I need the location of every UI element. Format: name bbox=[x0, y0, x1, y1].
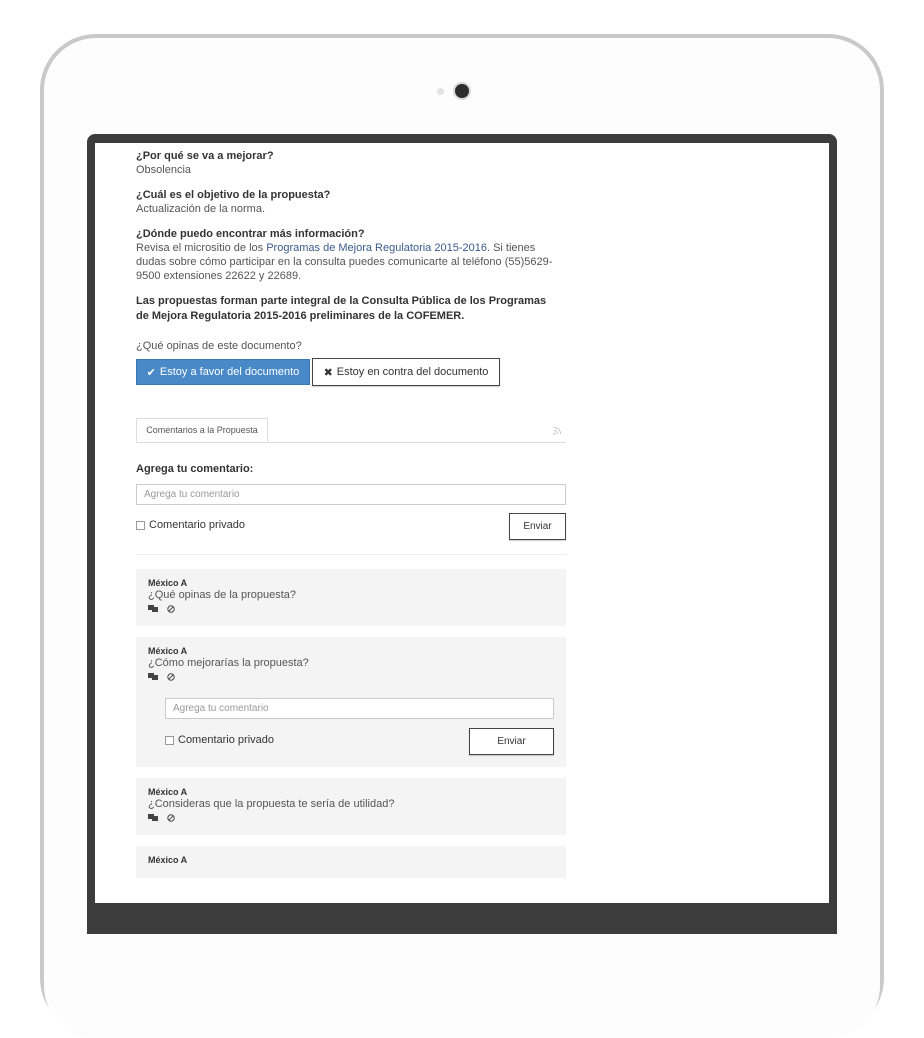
comment-card bbox=[136, 778, 566, 835]
info-question: ¿Dónde puedo encontrar más información? bbox=[136, 228, 365, 240]
rss-icon[interactable] bbox=[553, 426, 562, 435]
screen bbox=[95, 143, 829, 903]
comment-input[interactable]: Agrega tu comentario bbox=[136, 484, 566, 505]
divider bbox=[136, 554, 566, 555]
check-icon: ✔ bbox=[146, 366, 156, 379]
favor-label: Estoy a favor del documento bbox=[159, 366, 300, 378]
info-answer: Obsolencia bbox=[136, 164, 192, 176]
opinion-question: ¿Qué opinas de este documento? bbox=[136, 340, 302, 352]
comment-text: ¿Consideras que la propuesta te sería de utilidad? bbox=[148, 798, 395, 810]
reply-icon[interactable] bbox=[148, 814, 159, 822]
camera-icon bbox=[455, 84, 469, 98]
sensor bbox=[437, 88, 444, 95]
block-icon[interactable] bbox=[167, 605, 175, 613]
info-why bbox=[136, 149, 566, 177]
comment-actions bbox=[148, 813, 554, 823]
comment-text: ¿Qué opinas de la propuesta? bbox=[148, 589, 296, 601]
comment-author: México A bbox=[148, 855, 188, 865]
info-objective bbox=[136, 188, 566, 216]
add-comment-heading: Agrega tu comentario: bbox=[136, 463, 254, 475]
comment-card bbox=[136, 637, 566, 767]
comment-text: ¿Cómo mejorarías la propuesta? bbox=[148, 657, 309, 669]
reply-private-checkbox[interactable] bbox=[165, 734, 274, 746]
vote-buttons bbox=[136, 359, 566, 386]
info-question: ¿Por qué se va a mejorar? bbox=[136, 150, 274, 162]
contra-label: Estoy en contra del documento bbox=[336, 366, 489, 378]
comment-author: México A bbox=[148, 646, 188, 656]
info-question: ¿Cuál es el objetivo de la propuesta? bbox=[136, 189, 331, 201]
comment-tabs bbox=[136, 418, 566, 443]
favor-button[interactable] bbox=[136, 359, 310, 385]
comment-card bbox=[136, 846, 566, 878]
comment-card bbox=[136, 569, 566, 626]
block-icon[interactable] bbox=[167, 814, 175, 822]
private-label: Comentario privado bbox=[149, 519, 245, 531]
reply-input[interactable]: Agrega tu comentario bbox=[165, 698, 554, 719]
reply-form bbox=[165, 698, 554, 755]
info-answer-text: Revisa el micrositio de los bbox=[136, 242, 267, 254]
block-icon[interactable] bbox=[167, 673, 175, 681]
reply-form-actions bbox=[165, 728, 554, 755]
contra-button[interactable] bbox=[312, 358, 500, 386]
comment-form-actions bbox=[136, 513, 566, 540]
programs-link[interactable]: Programas de Mejora Regulatoria 2015-2016 bbox=[266, 242, 487, 254]
info-answer-text: . Si tienes dudas sobre cómo participar en la consulta puedes comunicarte al teléfono (55)5629-9500 extensiones 22622 y 22689. bbox=[136, 242, 553, 282]
notice-text: Las propuestas forman parte integral de la Consulta Pública de los Programas de Mejora Regulatoria 2015-2016 preliminares de la COFEMER. bbox=[136, 295, 547, 322]
proposal-content bbox=[136, 149, 566, 878]
info-answer bbox=[136, 241, 566, 283]
private-label: Comentario privado bbox=[178, 734, 274, 746]
checkbox-box[interactable] bbox=[136, 521, 145, 530]
comment-author: México A bbox=[148, 787, 188, 797]
reply-icon[interactable] bbox=[148, 605, 159, 613]
comment-actions bbox=[148, 604, 554, 614]
checkbox-box[interactable] bbox=[165, 736, 174, 745]
tab-comments[interactable]: Comentarios a la Propuesta bbox=[136, 418, 268, 442]
comment-actions bbox=[148, 672, 554, 682]
reply-submit-button[interactable]: Enviar bbox=[469, 728, 554, 755]
submit-button[interactable]: Enviar bbox=[509, 513, 566, 540]
comment-author: México A bbox=[148, 578, 188, 588]
info-more bbox=[136, 227, 566, 283]
private-checkbox[interactable] bbox=[136, 519, 245, 531]
close-icon: ✖ bbox=[323, 366, 333, 379]
reply-icon[interactable] bbox=[148, 673, 159, 681]
info-answer: Actualización de la norma. bbox=[136, 203, 266, 215]
